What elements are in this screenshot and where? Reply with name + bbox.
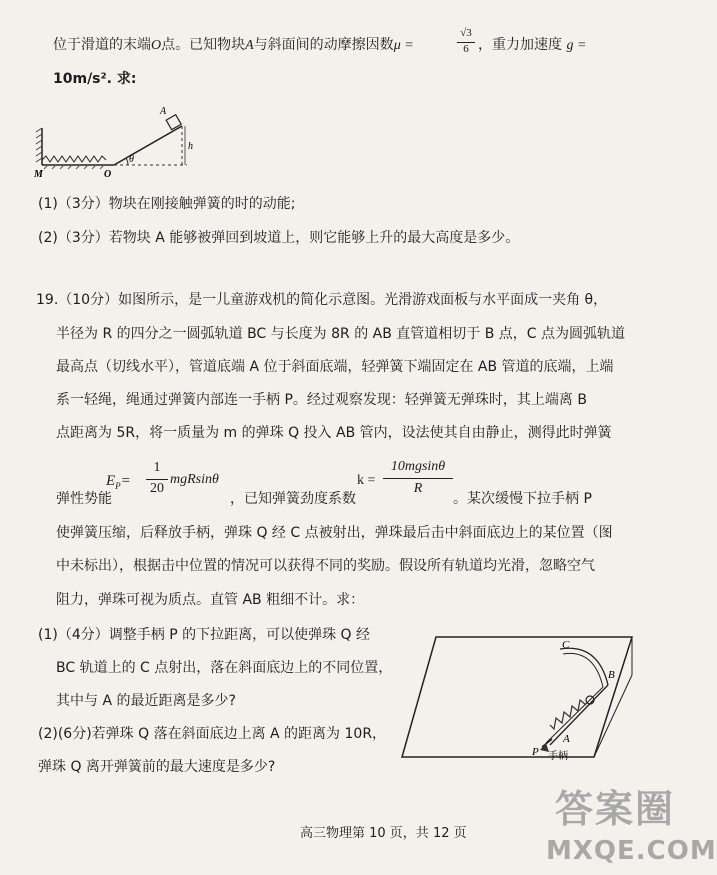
k-fraction-line (383, 478, 453, 479)
q19-line-1: 19.（10分）如图所示，是一儿童游戏机的简化示意图。光滑游戏面板与水平面成一夹角 θ， (36, 292, 608, 308)
q19-part-1-line-3: 其中与 A 的最近距离是多少? (56, 693, 236, 709)
ep-symbol: $E_P=$ (106, 473, 131, 491)
q19-line-4: 系一轻绳，绳通过弹簧内部连一手柄 P。经过观察发现：轻弹簧无弹珠时，其上端离 B (56, 392, 587, 408)
page-footer: 高三物理第 10 页，共 12 页 (300, 826, 467, 841)
fig2-label-C: C (562, 639, 570, 651)
fig1-label-h: h (188, 141, 193, 152)
mu-fraction: √3 (460, 27, 472, 39)
ep-rhs: mgRsinθ (170, 472, 219, 487)
q19-line-6a: 弹性势能 (56, 491, 112, 507)
fig1-label-A: A (160, 106, 167, 117)
q19-line-9: 阻力，弹珠可视为质点。直管 AB 粗细不计。求： (56, 592, 365, 608)
q19-part-2-line-1: (2)(6分)若弹珠 Q 落在斜面底边上离 A 的距离为 10R， (38, 726, 387, 742)
q19-part-1-line-1: (1)（4分）调整手柄 P 的下拉距离，可以使弹珠 Q 经 (38, 627, 370, 643)
fig1-label-O: O (104, 169, 112, 180)
fig1-label-M: M (34, 169, 43, 180)
q18-part-1: (1)（3分）物块在刚接触弹簧的时的动能; (38, 196, 296, 212)
k-symbol: k = (357, 473, 376, 488)
q19-line-8: 中未标出），根据击中位置的情况可以获得不同的奖励。假设所有轨道均光滑，忽略空气 (56, 558, 595, 574)
q19-line-5: 点距离为 5R，将一质量为 m 的弹珠 Q 投入 AB 管内，设法使其自由静止，测得此时弹簧 (56, 425, 612, 441)
fig2-label-handle: 手柄 (548, 751, 568, 762)
watermark-url: MXQE.COM (546, 836, 717, 866)
q19-line-6b: ，已知弹簧劲度系数 (230, 491, 356, 507)
top-line-1: 位于滑道的末端O点。已知物块A与斜面间的动摩擦因数μ = (53, 37, 414, 53)
ep-fraction-line (146, 479, 168, 480)
q19-line-7: 使弹簧压缩，后释放手柄，弹珠 Q 经 C 点被射出，弹珠最后击中斜面底边上的某位置（图 (56, 525, 613, 541)
q19-part-2-line-2: 弹珠 Q 离开弹簧前的最大速度是多少? (38, 759, 276, 775)
ep-numerator: 1 (153, 460, 161, 475)
ep-denominator: 20 (150, 481, 164, 496)
q18-part-2: (2)（3分）若物块 A 能够被弹回到坡道上，则它能够上升的最大高度是多少。 (38, 230, 520, 246)
q19-part-1-line-2: BC 轨道上的 C 点射出，落在斜面底边上的不同位置， (56, 660, 393, 676)
k-denominator: R (413, 481, 423, 496)
mu-denominator: 6 (463, 43, 469, 55)
top-line-2: 10m/s². 求: (53, 71, 137, 87)
fig1-label-theta: θ (129, 154, 134, 165)
q19-line-6c: 。某次缓慢下拉手柄 P (453, 491, 592, 507)
fig2-label-P: P (532, 746, 539, 758)
game-board-figure (400, 615, 640, 770)
fig2-label-A: A (563, 733, 570, 745)
incline-spring-figure (32, 100, 202, 178)
q19-line-3: 最高点（切线水平），管道底端 A 位于斜面底端，轻弹簧下端固定在 AB 管道的底端，上端 (56, 359, 614, 375)
watermark-logo: 答案圈 (555, 787, 676, 831)
fig2-label-B: B (608, 669, 615, 681)
top-line-1-tail: ，重力加速度 g = (478, 37, 587, 53)
q19-line-2: 半径为 R 的四分之一圆弧轨道 BC 与长度为 8R 的 AB 直管道相切于 B 点，C 点为圆弧轨道 (56, 326, 626, 342)
k-numerator: 10mgsinθ (390, 459, 446, 474)
